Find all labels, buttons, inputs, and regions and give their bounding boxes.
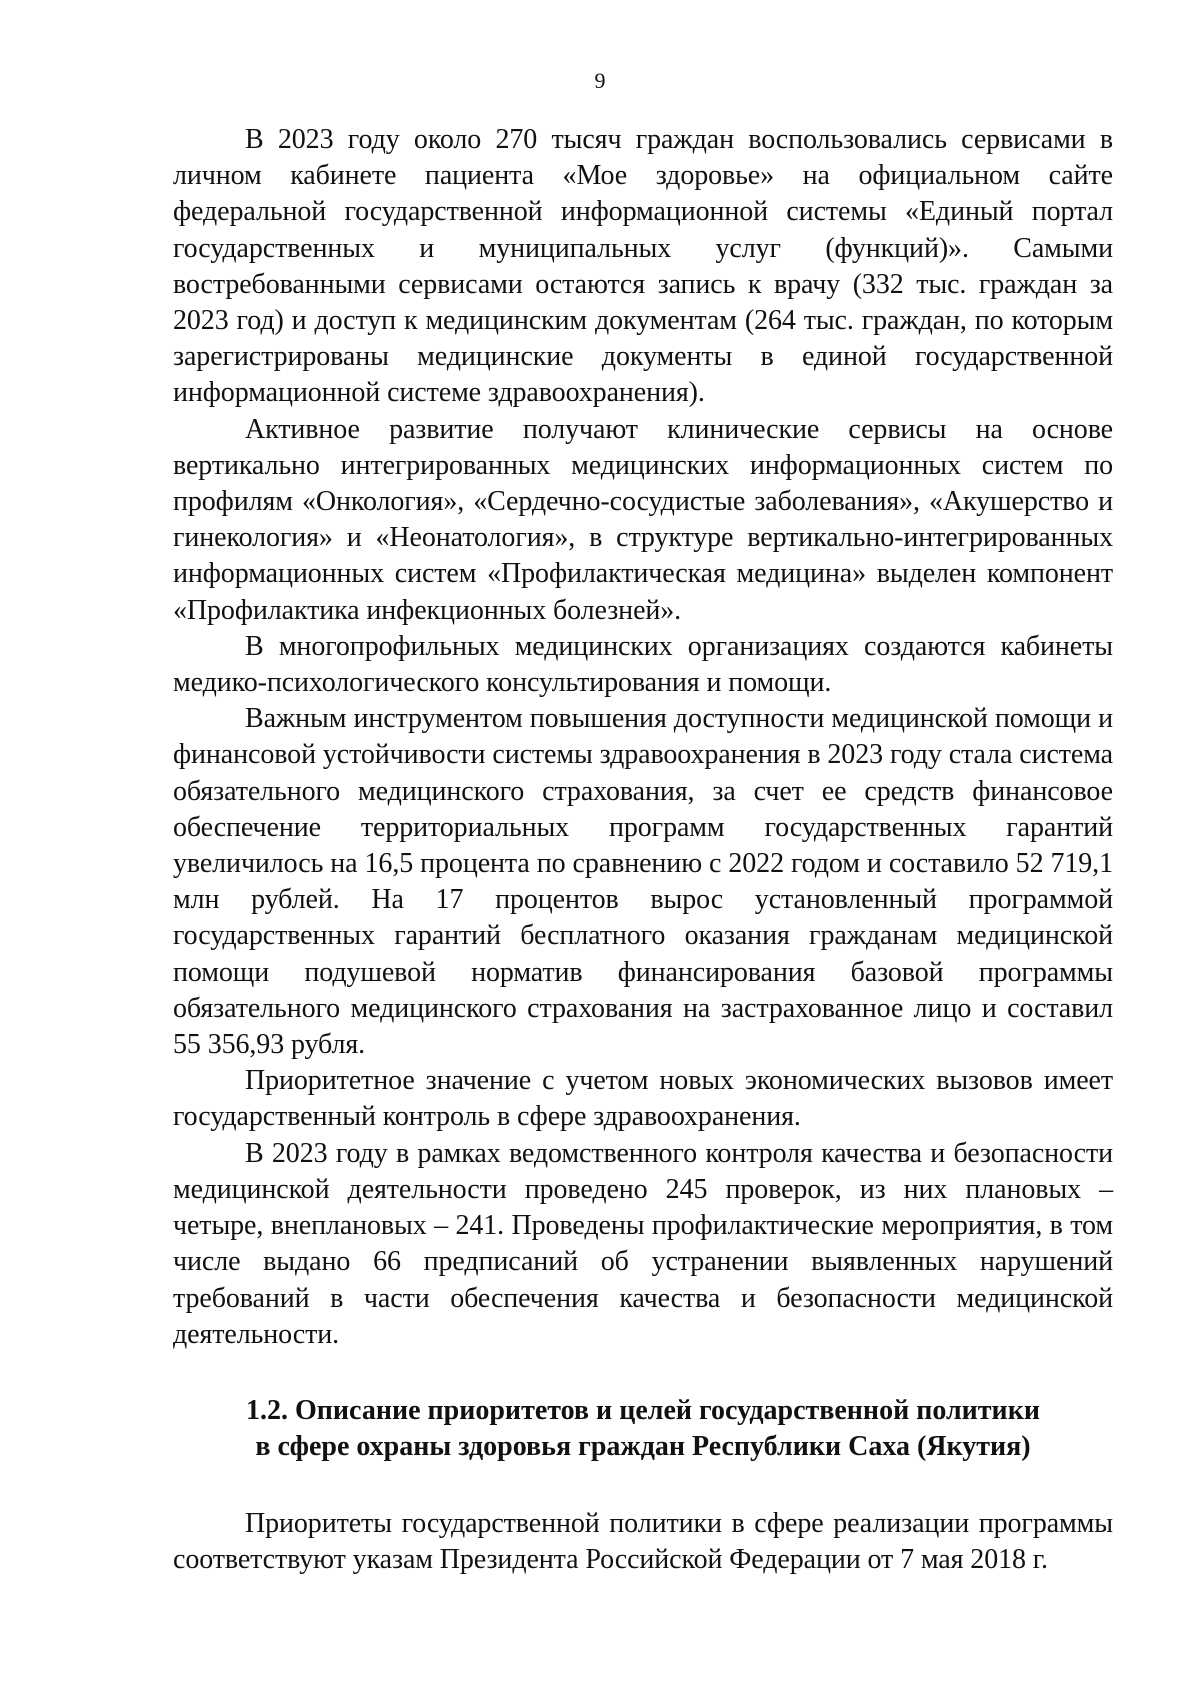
paragraph-patient-services: В 2023 году около 270 тысяч граждан воспользовались сервисами в личном кабинете пациента «Мое здоровье» на официальном сайте федеральной государственной информационной системы «Единый портал государственных и муниципальных услуг (функций)». Самыми востребованными сервисами остаются запись к врачу (332 тыс. граждан за 2023 год) и доступ к медицинским документам (264 тыс. граждан, по которым зарегистрированы медицинские документы в единой государственной информационной системе здравоохранения). [173, 124, 1113, 409]
paragraph-clinical-services: Активное развитие получают клинические сервисы на основе вертикально интегрированных медицинских информационных систем по профилям «Онкология», «Сердечно-сосудистые заболевания», «Акушерство и гинекология» и «Неонатология», в структуре вертикально-интегрированных информационных систем «Профилактическая медицина» выделен компонент «Профилактика инфекционных болезней». [173, 413, 1113, 626]
paragraph-priorities: Приоритеты государственной политики в сфере реализации программы соответствуют указам Президента Российской Федерации от 7 мая 2018 г. [173, 1507, 1113, 1576]
section-heading-line-1: 1.2. Описание приоритетов и целей государственной политики [246, 1394, 1040, 1426]
paragraph-inspections: В 2023 году в рамках ведомственного контроля качества и безопасности медицинской деятельности проведено 245 проверок, из них плановых – четыре, внеплановых – 241. Проведены профилактические мероприятия, в том числе выдано 66 предписаний об устранении выявленных нарушений требований в части обеспечения качества и безопасности медицинской деятельности. [173, 1137, 1113, 1350]
section-heading-line-2: в сфере охраны здоровья граждан Республики Саха (Якутия) [255, 1430, 1031, 1462]
section-heading [173, 1353, 1113, 1506]
document-body [173, 122, 1113, 1578]
paragraph-counseling-rooms: В многопрофильных медицинских организациях создаются кабинеты медико-психологического консультирования и помощи. [173, 630, 1113, 699]
page-number: 9 [594, 68, 606, 93]
paragraph-state-control: Приоритетное значение с учетом новых экономических вызовов имеет государственный контроль в сфере здравоохранения. [173, 1065, 1113, 1133]
paragraph-insurance-financing: Важным инструментом повышения доступности медицинской помощи и финансовой устойчивости системы здравоохранения в 2023 году стала система обязательного медицинского страхования, за счет ее средств финансовое обеспечение территориальных программ государственных гарантий увеличилось на 16,5 процента по сравнению с 2022 годом и составило 52 719,1 млн рублей. На 17 процентов вырос установленный программой государственных гарантий бесплатного оказания гражданам медицинской помощи подушевой норматив финансирования базовой программы обязательного медицинского страхования на застрахованное лицо и составил 55 356,93 рубля. [173, 703, 1113, 1061]
